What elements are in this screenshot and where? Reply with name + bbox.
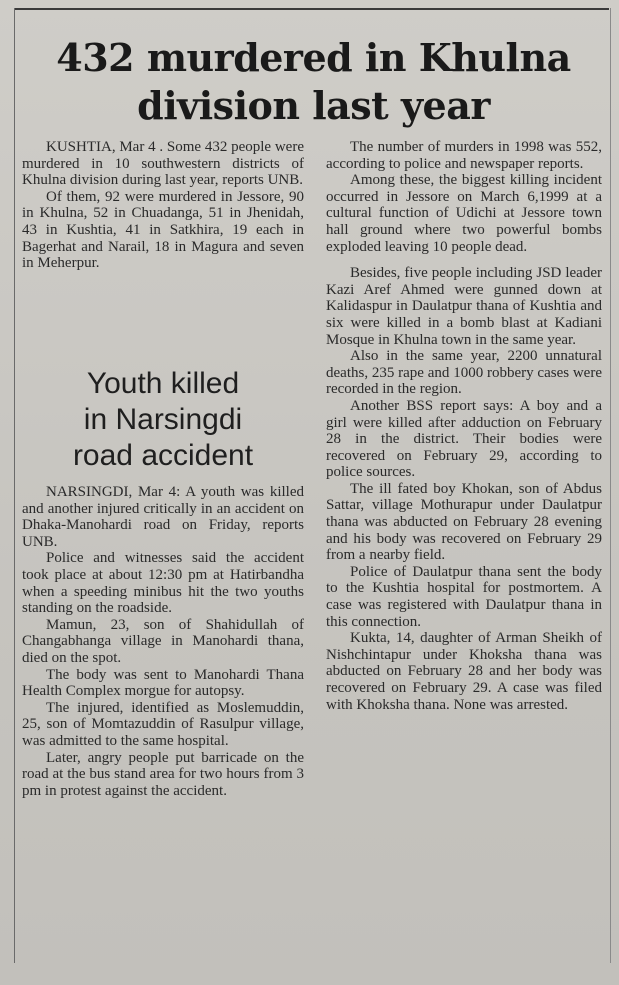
article1-paragraph: Besides, five people including JSD leader Kazi Aref Ahmed were gunned down at Kalidaspur in Daulatpur thana of Kushtia and six were killed in a bomb blast at Kadiani Mosque in Khulna town in the same year. <box>326 265 602 348</box>
article2-paragraph: Police and witnesses said the accident took place at about 12:30 pm at Hatirbandha when a speeding minibus hit the two youths standing on the roadside. <box>22 550 304 617</box>
top-rule <box>14 8 609 10</box>
article1-paragraph: Of them, 92 were murdered in Jessore, 90 in Khulna, 52 in Chuadanga, 51 in Jhenidah, 43 in Kushtia, 41 in Satkhira, 19 each in Bagerhat and Narail, 18 in Magura and seven in Meherpur. <box>22 188 304 272</box>
article1-paragraph: Another BSS report says: A boy and a girl were killed after adduction on February 28 in the district. Their bodies were recovered on February 29, according to police sources. <box>326 397 602 481</box>
article2-column <box>22 484 304 799</box>
main-headline-line-2: division last year <box>137 83 490 128</box>
article1-paragraph: Kukta, 14, daughter of Arman Sheikh of Nishchintapur under Khoksha thana was abducted on February 28 and her body was recovered on February 29. A case was filed with Khoksha thana. None was arrested. <box>326 630 602 713</box>
article1-left-column <box>22 139 304 272</box>
article2-headline <box>22 366 304 474</box>
article2-paragraph: The injured, identified as Moslemuddin, 25, son of Momtazuddin of Rasulpur village, was admitted to the same hospital. <box>22 699 304 749</box>
main-headline-line-1: 432 murdered in Khulna <box>56 35 571 80</box>
article2-paragraph: Later, angry people put barricade on the road at the bus stand area for two hours from 3 pm in protest against the accident. <box>22 749 304 799</box>
article2-headline-line-1: Youth killed <box>86 367 240 400</box>
article1-right-column <box>326 139 602 713</box>
article1-paragraph: The number of murders in 1998 was 552, according to police and newspaper reports. <box>326 139 602 172</box>
article2-paragraph: The body was sent to Manohardi Thana Health Complex morgue for autopsy. <box>22 666 304 700</box>
article2-headline-line-3: road accident <box>72 439 254 472</box>
article1-paragraph: The ill fated boy Khokan, son of Abdus Sattar, village Mothurapur under Daulatpur thana was abducted on February 28 evening and his body was recovered on February 29 from a nearby field. <box>326 480 602 564</box>
right-column-rule <box>610 8 611 963</box>
article1-paragraph: Among these, the biggest killing incident occurred in Jessore on March 6,1999 at a cultural function of Udichi at Jessore town hall ground where two powerful bombs exploded leaving 10 people dead. <box>326 172 602 255</box>
article2-paragraph: Mamun, 23, son of Shahidullah of Changabhanga village in Manohardi thana, died on the spot. <box>22 616 304 666</box>
article1-paragraph: KUSHTIA, Mar 4 . Some 432 people were murdered in 10 southwestern districts of Khulna division during last year, reports UNB. <box>22 139 304 189</box>
article1-paragraph: Also in the same year, 2200 unnatural deaths, 235 rape and 1000 robbery cases were recorded in the region. <box>326 348 602 398</box>
article2-paragraph: NARSINGDI, Mar 4: A youth was killed and another injured critically in an accident on Dhaka-Manohardi road on Friday, reports UNB. <box>22 484 304 550</box>
main-headline <box>20 34 607 130</box>
article1-paragraph: Police of Daulatpur thana sent the body to the Kushtia hospital for postmortem. A case was registered with Daulatpur thana in this connection. <box>326 563 602 630</box>
left-column-rule <box>14 8 15 963</box>
article2-headline-line-2: in Narsingdi <box>83 403 243 436</box>
